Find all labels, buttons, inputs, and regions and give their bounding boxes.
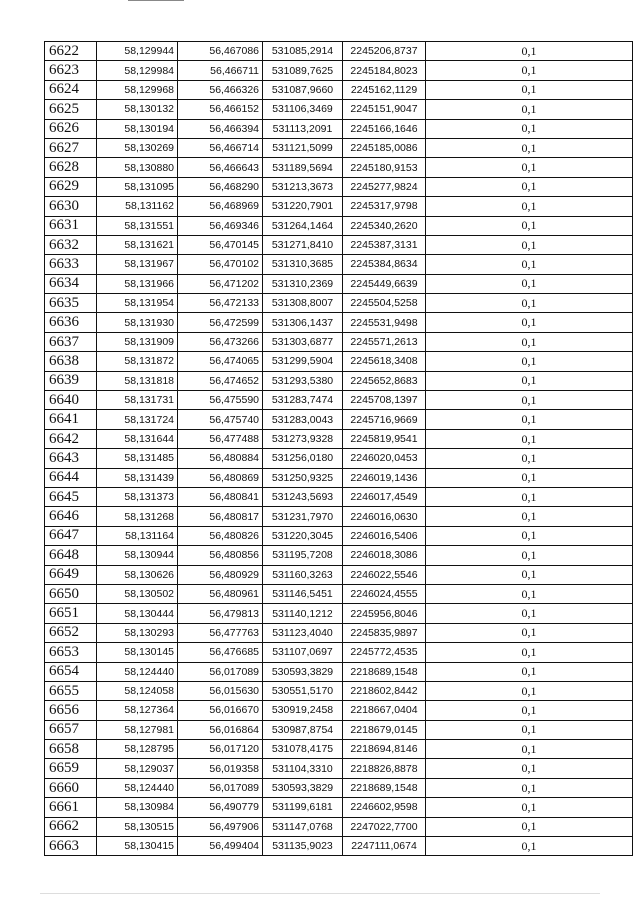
x-coordinate-cell: 531243,5693	[263, 487, 343, 506]
y-coordinate-cell: 2218667,0404	[343, 701, 426, 720]
point-number-cell: 6639	[45, 371, 97, 390]
value-cell: 0,1	[426, 817, 633, 836]
latitude-cell: 58,131731	[97, 391, 178, 410]
value-cell: 0,1	[426, 313, 633, 332]
value-cell: 0,1	[426, 487, 633, 506]
value-cell: 0,1	[426, 352, 633, 371]
x-coordinate-cell: 531107,0697	[263, 643, 343, 662]
longitude-cell: 56,019358	[178, 759, 263, 778]
table-row	[45, 565, 633, 584]
table-row	[45, 449, 633, 468]
table-row	[45, 80, 633, 99]
table-row	[45, 100, 633, 119]
y-coordinate-cell: 2245185,0086	[343, 138, 426, 157]
table-row	[45, 391, 633, 410]
value-cell: 0,1	[426, 643, 633, 662]
latitude-cell: 58,127981	[97, 720, 178, 739]
y-coordinate-cell: 2218602,8442	[343, 681, 426, 700]
latitude-cell: 58,131954	[97, 294, 178, 313]
latitude-cell: 58,131967	[97, 255, 178, 274]
y-coordinate-cell: 2245819,9541	[343, 429, 426, 448]
point-number-cell: 6629	[45, 177, 97, 196]
table-row	[45, 177, 633, 196]
latitude-cell: 58,129944	[97, 42, 178, 61]
value-cell: 0,1	[426, 720, 633, 739]
y-coordinate-cell: 2245716,9669	[343, 410, 426, 429]
point-number-cell: 6652	[45, 623, 97, 642]
point-number-cell: 6622	[45, 42, 97, 61]
latitude-cell: 58,131485	[97, 449, 178, 468]
point-number-cell: 6646	[45, 507, 97, 526]
latitude-cell: 58,130984	[97, 798, 178, 817]
x-coordinate-cell: 531104,3310	[263, 759, 343, 778]
point-number-cell: 6650	[45, 584, 97, 603]
coordinates-table	[44, 41, 633, 856]
y-coordinate-cell: 2245772,4535	[343, 643, 426, 662]
value-cell: 0,1	[426, 80, 633, 99]
x-coordinate-cell: 531220,7901	[263, 197, 343, 216]
table-row	[45, 313, 633, 332]
x-coordinate-cell: 531089,7625	[263, 61, 343, 80]
x-coordinate-cell: 531256,0180	[263, 449, 343, 468]
point-number-cell: 6656	[45, 701, 97, 720]
table-row	[45, 623, 633, 642]
latitude-cell: 58,130293	[97, 623, 178, 642]
latitude-cell: 58,128795	[97, 740, 178, 759]
x-coordinate-cell: 531310,2369	[263, 274, 343, 293]
value-cell: 0,1	[426, 371, 633, 390]
y-coordinate-cell: 2245387,3131	[343, 235, 426, 254]
value-cell: 0,1	[426, 61, 633, 80]
y-coordinate-cell: 2246024,4555	[343, 584, 426, 603]
latitude-cell: 58,131162	[97, 197, 178, 216]
latitude-cell: 58,129984	[97, 61, 178, 80]
value-cell: 0,1	[426, 274, 633, 293]
longitude-cell: 56,477763	[178, 623, 263, 642]
value-cell: 0,1	[426, 701, 633, 720]
value-cell: 0,1	[426, 449, 633, 468]
x-coordinate-cell: 531140,1212	[263, 604, 343, 623]
latitude-cell: 58,130132	[97, 100, 178, 119]
longitude-cell: 56,466152	[178, 100, 263, 119]
latitude-cell: 58,127364	[97, 701, 178, 720]
y-coordinate-cell: 2245652,8683	[343, 371, 426, 390]
longitude-cell: 56,477488	[178, 429, 263, 448]
value-cell: 0,1	[426, 759, 633, 778]
point-number-cell: 6644	[45, 468, 97, 487]
longitude-cell: 56,480841	[178, 487, 263, 506]
point-number-cell: 6628	[45, 158, 97, 177]
latitude-cell: 58,131373	[97, 487, 178, 506]
table-row	[45, 294, 633, 313]
point-number-cell: 6630	[45, 197, 97, 216]
table-row	[45, 798, 633, 817]
latitude-cell: 58,130626	[97, 565, 178, 584]
table-row	[45, 410, 633, 429]
table-row	[45, 681, 633, 700]
point-number-cell: 6651	[45, 604, 97, 623]
longitude-cell: 56,466714	[178, 138, 263, 157]
y-coordinate-cell: 2246020,0453	[343, 449, 426, 468]
table-row	[45, 352, 633, 371]
table-row	[45, 42, 633, 61]
x-coordinate-cell: 530593,3829	[263, 778, 343, 797]
x-coordinate-cell: 531213,3673	[263, 177, 343, 196]
point-number-cell: 6660	[45, 778, 97, 797]
value-cell: 0,1	[426, 235, 633, 254]
table-row	[45, 604, 633, 623]
table-row	[45, 119, 633, 138]
table-row	[45, 720, 633, 739]
table-row	[45, 778, 633, 797]
table-row	[45, 197, 633, 216]
value-cell: 0,1	[426, 662, 633, 681]
value-cell: 0,1	[426, 42, 633, 61]
x-coordinate-cell: 531078,4175	[263, 740, 343, 759]
x-coordinate-cell: 531273,9328	[263, 429, 343, 448]
table-row	[45, 526, 633, 545]
latitude-cell: 58,131268	[97, 507, 178, 526]
y-coordinate-cell: 2218694,8146	[343, 740, 426, 759]
longitude-cell: 56,016864	[178, 720, 263, 739]
table-row	[45, 546, 633, 565]
latitude-cell: 58,131164	[97, 526, 178, 545]
y-coordinate-cell: 2245571,2613	[343, 332, 426, 351]
table-row	[45, 332, 633, 351]
longitude-cell: 56,015630	[178, 681, 263, 700]
value-cell: 0,1	[426, 391, 633, 410]
x-coordinate-cell: 531199,6181	[263, 798, 343, 817]
value-cell: 0,1	[426, 468, 633, 487]
latitude-cell: 58,124440	[97, 778, 178, 797]
table-row	[45, 759, 633, 778]
table-row	[45, 468, 633, 487]
longitude-cell: 56,480884	[178, 449, 263, 468]
latitude-cell: 58,124440	[97, 662, 178, 681]
latitude-cell: 58,131872	[97, 352, 178, 371]
table-row	[45, 235, 633, 254]
value-cell: 0,1	[426, 332, 633, 351]
point-number-cell: 6658	[45, 740, 97, 759]
longitude-cell: 56,474065	[178, 352, 263, 371]
x-coordinate-cell: 531283,7474	[263, 391, 343, 410]
y-coordinate-cell: 2245384,8634	[343, 255, 426, 274]
longitude-cell: 56,468290	[178, 177, 263, 196]
longitude-cell: 56,466326	[178, 80, 263, 99]
x-coordinate-cell: 531306,1437	[263, 313, 343, 332]
point-number-cell: 6636	[45, 313, 97, 332]
point-number-cell: 6633	[45, 255, 97, 274]
bottom-scan-line	[40, 893, 600, 894]
x-coordinate-cell: 530593,3829	[263, 662, 343, 681]
latitude-cell: 58,131966	[97, 274, 178, 293]
value-cell: 0,1	[426, 429, 633, 448]
x-coordinate-cell: 531271,8410	[263, 235, 343, 254]
latitude-cell: 58,130444	[97, 604, 178, 623]
y-coordinate-cell: 2246016,5406	[343, 526, 426, 545]
value-cell: 0,1	[426, 507, 633, 526]
point-number-cell: 6648	[45, 546, 97, 565]
value-cell: 0,1	[426, 100, 633, 119]
value-cell: 0,1	[426, 197, 633, 216]
point-number-cell: 6654	[45, 662, 97, 681]
x-coordinate-cell: 530987,8754	[263, 720, 343, 739]
y-coordinate-cell: 2245277,9824	[343, 177, 426, 196]
x-coordinate-cell: 531121,5099	[263, 138, 343, 157]
point-number-cell: 6634	[45, 274, 97, 293]
table-row	[45, 584, 633, 603]
point-number-cell: 6637	[45, 332, 97, 351]
table-row	[45, 158, 633, 177]
table-row	[45, 817, 633, 836]
y-coordinate-cell: 2218689,1548	[343, 778, 426, 797]
latitude-cell: 58,131439	[97, 468, 178, 487]
y-coordinate-cell: 2246022,5546	[343, 565, 426, 584]
y-coordinate-cell: 2245708,1397	[343, 391, 426, 410]
longitude-cell: 56,472599	[178, 313, 263, 332]
y-coordinate-cell: 2245162,1129	[343, 80, 426, 99]
longitude-cell: 56,466711	[178, 61, 263, 80]
latitude-cell: 58,130415	[97, 837, 178, 856]
y-coordinate-cell: 2245449,6639	[343, 274, 426, 293]
table-row	[45, 429, 633, 448]
value-cell: 0,1	[426, 158, 633, 177]
y-coordinate-cell: 2246017,4549	[343, 487, 426, 506]
latitude-cell: 58,131644	[97, 429, 178, 448]
x-coordinate-cell: 531250,9325	[263, 468, 343, 487]
point-number-cell: 6624	[45, 80, 97, 99]
longitude-cell: 56,474652	[178, 371, 263, 390]
y-coordinate-cell: 2245166,1646	[343, 119, 426, 138]
point-number-cell: 6643	[45, 449, 97, 468]
x-coordinate-cell: 531220,3045	[263, 526, 343, 545]
table-row	[45, 701, 633, 720]
longitude-cell: 56,476685	[178, 643, 263, 662]
latitude-cell: 58,130145	[97, 643, 178, 662]
x-coordinate-cell: 530919,2458	[263, 701, 343, 720]
longitude-cell: 56,480826	[178, 526, 263, 545]
coordinates-table-body	[45, 42, 633, 856]
point-number-cell: 6655	[45, 681, 97, 700]
x-coordinate-cell: 531303,6877	[263, 332, 343, 351]
x-coordinate-cell: 530551,5170	[263, 681, 343, 700]
longitude-cell: 56,468969	[178, 197, 263, 216]
value-cell: 0,1	[426, 410, 633, 429]
longitude-cell: 56,497906	[178, 817, 263, 836]
latitude-cell: 58,130502	[97, 584, 178, 603]
longitude-cell: 56,480961	[178, 584, 263, 603]
x-coordinate-cell: 531135,9023	[263, 837, 343, 856]
value-cell: 0,1	[426, 294, 633, 313]
y-coordinate-cell: 2218679,0145	[343, 720, 426, 739]
point-number-cell: 6657	[45, 720, 97, 739]
value-cell: 0,1	[426, 177, 633, 196]
x-coordinate-cell: 531283,0043	[263, 410, 343, 429]
longitude-cell: 56,017089	[178, 778, 263, 797]
longitude-cell: 56,470102	[178, 255, 263, 274]
value-cell: 0,1	[426, 681, 633, 700]
longitude-cell: 56,480817	[178, 507, 263, 526]
latitude-cell: 58,130880	[97, 158, 178, 177]
y-coordinate-cell: 2245151,9047	[343, 100, 426, 119]
y-coordinate-cell: 2247111,0674	[343, 837, 426, 856]
table-row	[45, 274, 633, 293]
point-number-cell: 6647	[45, 526, 97, 545]
latitude-cell: 58,129968	[97, 80, 178, 99]
x-coordinate-cell: 531308,8007	[263, 294, 343, 313]
y-coordinate-cell: 2245184,8023	[343, 61, 426, 80]
longitude-cell: 56,017120	[178, 740, 263, 759]
latitude-cell: 58,129037	[97, 759, 178, 778]
latitude-cell: 58,130944	[97, 546, 178, 565]
longitude-cell: 56,469346	[178, 216, 263, 235]
x-coordinate-cell: 531160,3263	[263, 565, 343, 584]
table-row	[45, 255, 633, 274]
y-coordinate-cell: 2218689,1548	[343, 662, 426, 681]
value-cell: 0,1	[426, 837, 633, 856]
x-coordinate-cell: 531264,1464	[263, 216, 343, 235]
longitude-cell: 56,475590	[178, 391, 263, 410]
point-number-cell: 6642	[45, 429, 97, 448]
latitude-cell: 58,131551	[97, 216, 178, 235]
y-coordinate-cell: 2218826,8878	[343, 759, 426, 778]
point-number-cell: 6659	[45, 759, 97, 778]
table-row	[45, 507, 633, 526]
y-coordinate-cell: 2245531,9498	[343, 313, 426, 332]
table-row	[45, 643, 633, 662]
y-coordinate-cell: 2246018,3086	[343, 546, 426, 565]
point-number-cell: 6627	[45, 138, 97, 157]
value-cell: 0,1	[426, 565, 633, 584]
longitude-cell: 56,017089	[178, 662, 263, 681]
point-number-cell: 6625	[45, 100, 97, 119]
latitude-cell: 58,131621	[97, 235, 178, 254]
table-row	[45, 487, 633, 506]
point-number-cell: 6631	[45, 216, 97, 235]
y-coordinate-cell: 2246016,0630	[343, 507, 426, 526]
point-number-cell: 6626	[45, 119, 97, 138]
table-row	[45, 371, 633, 390]
point-number-cell: 6662	[45, 817, 97, 836]
x-coordinate-cell: 531087,9660	[263, 80, 343, 99]
latitude-cell: 58,131724	[97, 410, 178, 429]
longitude-cell: 56,490779	[178, 798, 263, 817]
latitude-cell: 58,131818	[97, 371, 178, 390]
x-coordinate-cell: 531231,7970	[263, 507, 343, 526]
longitude-cell: 56,466643	[178, 158, 263, 177]
y-coordinate-cell: 2245180,9153	[343, 158, 426, 177]
x-coordinate-cell: 531299,5904	[263, 352, 343, 371]
longitude-cell: 56,499404	[178, 837, 263, 856]
x-coordinate-cell: 531310,3685	[263, 255, 343, 274]
value-cell: 0,1	[426, 255, 633, 274]
point-number-cell: 6653	[45, 643, 97, 662]
point-number-cell: 6663	[45, 837, 97, 856]
longitude-cell: 56,467086	[178, 42, 263, 61]
value-cell: 0,1	[426, 604, 633, 623]
y-coordinate-cell: 2245618,3408	[343, 352, 426, 371]
x-coordinate-cell: 531147,0768	[263, 817, 343, 836]
latitude-cell: 58,131909	[97, 332, 178, 351]
point-number-cell: 6623	[45, 61, 97, 80]
x-coordinate-cell: 531146,5451	[263, 584, 343, 603]
point-number-cell: 6649	[45, 565, 97, 584]
y-coordinate-cell: 2245956,8046	[343, 604, 426, 623]
point-number-cell: 6661	[45, 798, 97, 817]
latitude-cell: 58,130269	[97, 138, 178, 157]
value-cell: 0,1	[426, 584, 633, 603]
y-coordinate-cell: 2246602,9598	[343, 798, 426, 817]
point-number-cell: 6645	[45, 487, 97, 506]
point-number-cell: 6640	[45, 391, 97, 410]
longitude-cell: 56,479813	[178, 604, 263, 623]
x-coordinate-cell: 531123,4040	[263, 623, 343, 642]
y-coordinate-cell: 2247022,7700	[343, 817, 426, 836]
table-row	[45, 61, 633, 80]
table-row	[45, 740, 633, 759]
top-scan-line	[128, 0, 184, 1]
x-coordinate-cell: 531106,3469	[263, 100, 343, 119]
point-number-cell: 6638	[45, 352, 97, 371]
point-number-cell: 6635	[45, 294, 97, 313]
longitude-cell: 56,471202	[178, 274, 263, 293]
latitude-cell: 58,131930	[97, 313, 178, 332]
x-coordinate-cell: 531085,2914	[263, 42, 343, 61]
table-row	[45, 138, 633, 157]
value-cell: 0,1	[426, 216, 633, 235]
longitude-cell: 56,472133	[178, 294, 263, 313]
x-coordinate-cell: 531195,7208	[263, 546, 343, 565]
y-coordinate-cell: 2245317,9798	[343, 197, 426, 216]
longitude-cell: 56,466394	[178, 119, 263, 138]
table-row	[45, 216, 633, 235]
value-cell: 0,1	[426, 740, 633, 759]
y-coordinate-cell: 2246019,1436	[343, 468, 426, 487]
value-cell: 0,1	[426, 119, 633, 138]
value-cell: 0,1	[426, 778, 633, 797]
value-cell: 0,1	[426, 798, 633, 817]
latitude-cell: 58,130194	[97, 119, 178, 138]
y-coordinate-cell: 2245504,5258	[343, 294, 426, 313]
point-number-cell: 6632	[45, 235, 97, 254]
longitude-cell: 56,473266	[178, 332, 263, 351]
value-cell: 0,1	[426, 526, 633, 545]
longitude-cell: 56,480929	[178, 565, 263, 584]
table-row	[45, 837, 633, 856]
value-cell: 0,1	[426, 623, 633, 642]
x-coordinate-cell: 531113,2091	[263, 119, 343, 138]
longitude-cell: 56,470145	[178, 235, 263, 254]
longitude-cell: 56,480856	[178, 546, 263, 565]
latitude-cell: 58,124058	[97, 681, 178, 700]
value-cell: 0,1	[426, 138, 633, 157]
x-coordinate-cell: 531189,5694	[263, 158, 343, 177]
longitude-cell: 56,480869	[178, 468, 263, 487]
latitude-cell: 58,131095	[97, 177, 178, 196]
y-coordinate-cell: 2245206,8737	[343, 42, 426, 61]
longitude-cell: 56,016670	[178, 701, 263, 720]
y-coordinate-cell: 2245835,9897	[343, 623, 426, 642]
x-coordinate-cell: 531293,5380	[263, 371, 343, 390]
point-number-cell: 6641	[45, 410, 97, 429]
y-coordinate-cell: 2245340,2620	[343, 216, 426, 235]
latitude-cell: 58,130515	[97, 817, 178, 836]
longitude-cell: 56,475740	[178, 410, 263, 429]
table-row	[45, 662, 633, 681]
value-cell: 0,1	[426, 546, 633, 565]
